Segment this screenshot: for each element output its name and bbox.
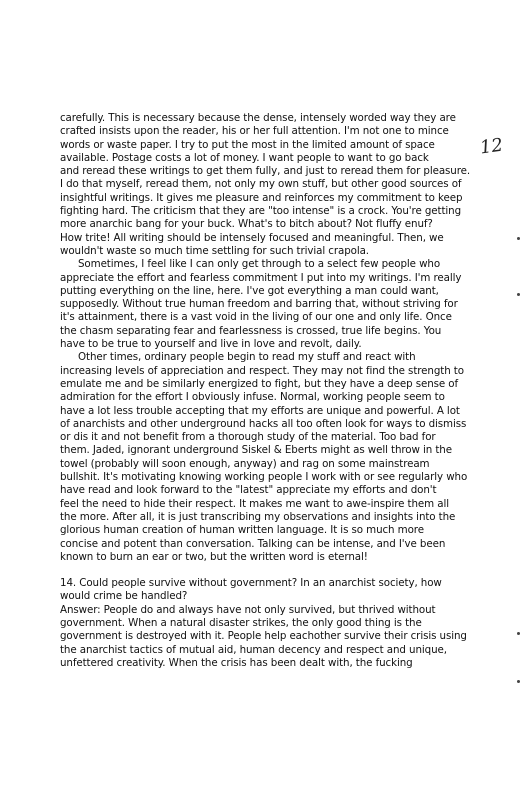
text-line: wouldn't waste so much time settling for such trivial crapola. — [60, 244, 369, 257]
text-line: have a lot less trouble accepting that my efforts are unique and powerful. A lot — [60, 404, 460, 417]
margin-mark — [517, 293, 520, 296]
text-line: have to be true to yourself and live in love and revolt, daily. — [60, 338, 362, 351]
text-line: it's attainment, there is a vast void in the living of our one and only life. Once — [60, 311, 452, 324]
text-line: admiration for the effort I obviously infuse. Normal, working people seem to — [60, 391, 445, 404]
text-line: available. Postage costs a lot of money. I want people to want to go back — [60, 151, 429, 164]
text-line: crafted insists upon the reader, his or her full attention. I'm not one to mince — [60, 125, 449, 138]
margin-mark — [517, 680, 520, 683]
text-line: concise and potent than conversation. Talking can be intense, and I've been — [60, 537, 446, 550]
answer-line: government. When a natural disaster strikes, the only good thing is the — [60, 616, 422, 629]
text-line: more anarchic bang for your buck. What's to bitch about? Not fluffy enuf? — [60, 218, 433, 231]
text-line: of anarchists and other underground hacks all too often look for ways to dismiss — [60, 417, 467, 430]
text-line: the more. After all, it is just transcribing my observations and insights into the — [60, 510, 456, 523]
text-line: increasing levels of appreciation and respect. They may not find the strength to — [60, 364, 464, 377]
text-line: Other times, ordinary people begin to read my stuff and react with — [78, 351, 416, 364]
text-line: Sometimes, I feel like I can only get through to a select few people who — [78, 258, 441, 271]
margin-mark — [517, 237, 520, 240]
text-line: and reread these writings to get them fully, and just to reread them for pleasure. — [60, 165, 471, 178]
text-line: them. Jaded, ignorant underground Siskel & Eberts might as well throw in the — [60, 444, 452, 457]
text-line: I do that myself, reread them, not only my own stuff, but other good sources of — [60, 178, 462, 191]
margin-mark — [517, 632, 520, 635]
text-line: towel (probably will soon enough, anyway) and rag on some mainstream — [60, 457, 430, 470]
text-line: feel the need to hide their respect. It makes me want to awe-inspire them all — [60, 497, 449, 510]
page-number: 12 — [478, 134, 505, 159]
question-line: would crime be handled? — [60, 590, 188, 603]
text-line: putting everything on the line, here. I've got everything a man could want, — [60, 284, 439, 297]
answer-line: Answer: People do and always have not only survived, but thrived without — [60, 603, 436, 616]
text-line: known to burn an ear or two, but the written word is eternal! — [60, 550, 368, 563]
text-line: the chasm separating fear and fearlessness is crossed, true life begins. You — [60, 324, 442, 337]
text-line: or dis it and not benefit from a thorough study of the material. Too bad for — [60, 431, 436, 444]
text-line: glorious human creation of human written language. It is so much more — [60, 524, 424, 537]
answer-line: unfettered creativity. When the crisis has been dealt with, the fucking — [60, 656, 413, 669]
answer-line: government is destroyed with it. People help eachother survive their crisis using — [60, 630, 467, 643]
document-body — [60, 112, 500, 670]
paragraph-gap — [60, 564, 500, 577]
text-line: How trite! All writing should be intensely focused and meaningful. Then, we — [60, 231, 444, 244]
text-line: bullshit. It's motivating knowing working people I work with or see regularly who — [60, 471, 468, 484]
text-line: words or waste paper. I try to put the most in the limited amount of space — [60, 138, 435, 151]
text-line: appreciate the effort and fearless commitment I put into my writings. I'm really — [60, 271, 462, 284]
text-line: supposedly. Without true human freedom and barring that, without striving for — [60, 298, 458, 311]
answer-line: the anarchist tactics of mutual aid, human decency and respect and unique, — [60, 643, 447, 656]
text-line: emulate me and be similarly energized to fight, but they have a deep sense of — [60, 377, 459, 390]
text-line: fighting hard. The criticism that they are "too intense" is a crock. You're getting — [60, 205, 462, 218]
question-line: 14. Could people survive without government? In an anarchist society, how — [60, 577, 442, 590]
text-line: have read and look forward to the "latest" appreciate my efforts and don't — [60, 484, 437, 497]
text-line: carefully. This is necessary because the dense, intensely worded way they are — [60, 112, 456, 124]
text-line: insightful writings. It gives me pleasure and reinforces my commitment to keep — [60, 191, 463, 204]
